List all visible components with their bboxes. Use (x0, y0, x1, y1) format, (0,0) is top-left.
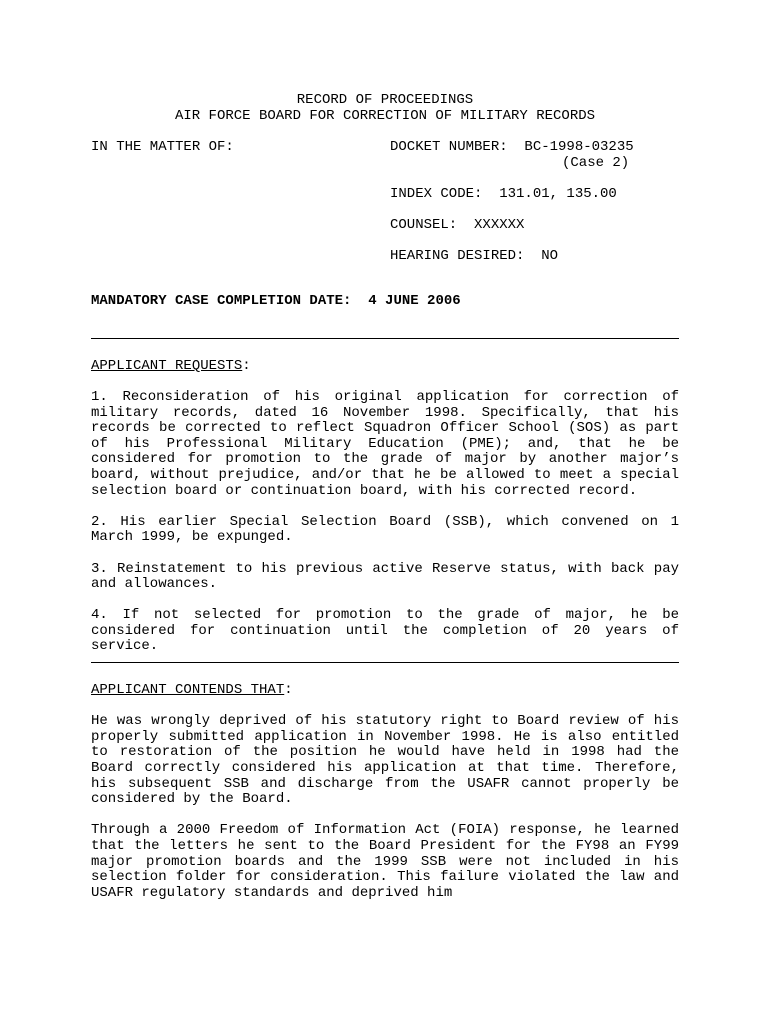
applicant-contends-heading (91, 683, 679, 699)
heading-colon: : (284, 682, 293, 699)
contention-paragraph: He was wrongly deprived of his statutory right to Board review of his properly submitted application in November 1998. He is also entitled to restoration of the position he would have held in 1998 had the Board correctly considered his application at that time. Therefore, his subsequent SSB and discharge from the USAFR cannot properly be considered by the Board. (91, 713, 679, 808)
request-item: 2. His earlier Special Selection Board (SSB), which convened on 1 March 1999, be expunged. (91, 513, 679, 546)
matter-block (91, 140, 679, 280)
record-of-proceedings-title: RECORD OF PROCEEDINGS (296, 92, 474, 108)
document-heading (91, 93, 679, 124)
case-details (390, 140, 634, 265)
index-code: INDEX CODE: 131.01, 135.00 (390, 185, 617, 202)
section-divider (91, 662, 679, 663)
request-item: 4. If not selected for promotion to the grade of major, he be considered for continuation until the completion of 20 years of service. (91, 607, 679, 655)
in-the-matter-of-label: IN THE MATTER OF: (91, 139, 234, 156)
contention-paragraph: Through a 2000 Freedom of Information Act (FOIA) response, he learned that the letters he sent to the Board President for the FY98 an FY99 major promotion boards and the 1999 SSB were not included in his selection folder for consideration. This failure violated the law and USAFR regulatory standards and deprived him (91, 822, 679, 901)
request-item: 1. Reconsideration of his original application for correction of military records, dated 16 November 1998. Specifically, that his records be corrected to reflect Squadron Officer School (SOS) as part of his Professional Military Education (PME); and, that he be considered for promotion to the grade of major by another major’s board, without prejudice, and/or that he be allowed to meet a special selection board or continuation board, with his corrected record. (91, 388, 679, 499)
counsel: COUNSEL: XXXXXX (390, 217, 525, 234)
request-item: 3. Reinstatement to his previous active Reserve status, with back pay and allowances. (91, 560, 679, 593)
mandatory-completion-date: MANDATORY CASE COMPLETION DATE: 4 JUNE 2006 (91, 293, 461, 310)
heading-colon: : (242, 357, 251, 374)
applicant-requests-title: APPLICANT REQUESTS (91, 357, 243, 374)
document-page (91, 93, 679, 901)
case-number: (Case 2) (562, 154, 630, 171)
applicant-requests-heading (91, 359, 679, 375)
hearing-desired: HEARING DESIRED: NO (390, 248, 559, 265)
docket-number: DOCKET NUMBER: BC-1998-03235 (390, 139, 634, 156)
applicant-contends-title: APPLICANT CONTENDS THAT (91, 682, 285, 699)
section-divider (91, 338, 679, 339)
board-name-title: AIR FORCE BOARD FOR CORRECTION OF MILITARY RECORDS (174, 107, 596, 124)
